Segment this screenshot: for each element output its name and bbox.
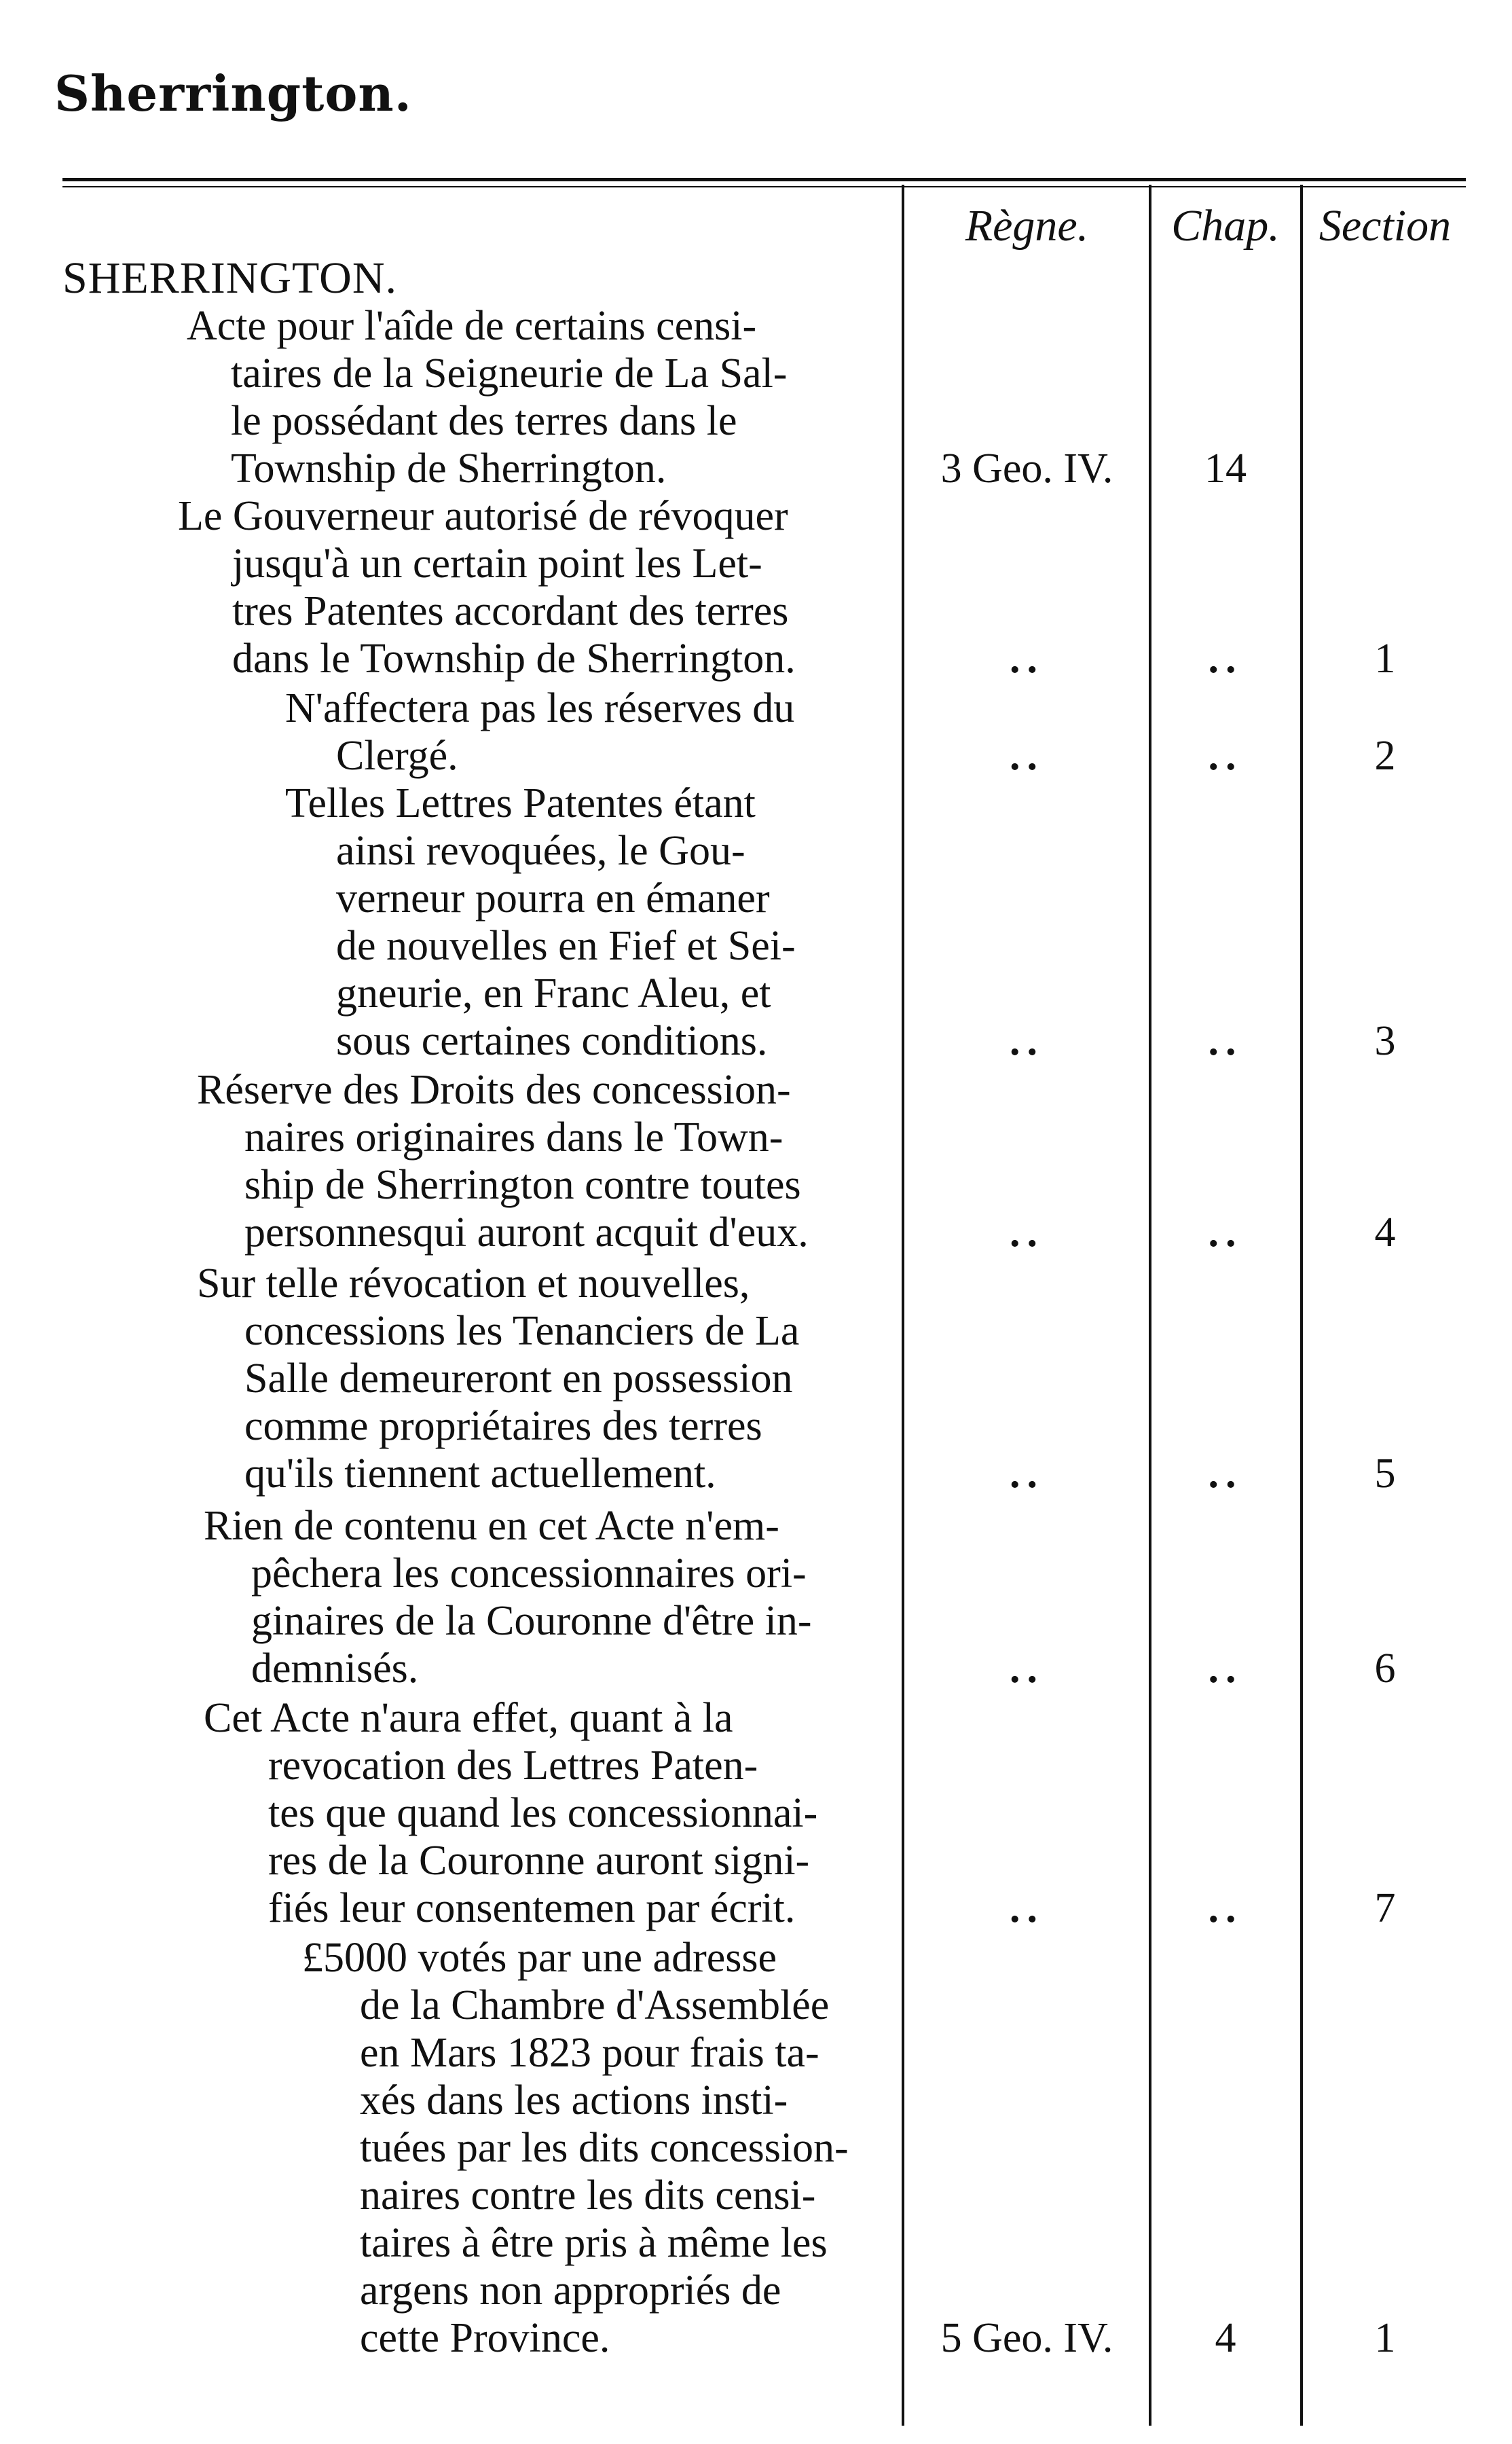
entry-text-line: Cet Acte n'aura effet, quant à la bbox=[204, 1695, 733, 1741]
entry-chap-cell: .. bbox=[1208, 1209, 1243, 1256]
entry-section-cell: 7 bbox=[1374, 1885, 1396, 1931]
entry-text-line: ship de Sherrington contre toutes bbox=[244, 1162, 801, 1208]
entry-text-line: Clergé. bbox=[336, 733, 458, 779]
entry-text-line: dans le Township de Sherrington. bbox=[232, 636, 796, 682]
entry-text-line: taires de la Seigneurie de La Sal- bbox=[231, 350, 788, 397]
entry-text-line: argens non appropriés de bbox=[360, 2267, 781, 2314]
entry-text-line: Le Gouverneur autorisé de révoquer bbox=[178, 493, 788, 539]
entry-section-cell: 4 bbox=[1374, 1209, 1396, 1256]
entry-chap-cell: .. bbox=[1208, 1885, 1243, 1931]
entry-text-line: xés dans les actions insti- bbox=[360, 2077, 788, 2123]
entry-section-cell: 5 bbox=[1374, 1451, 1396, 1497]
column-rule-section bbox=[1300, 185, 1303, 2426]
entry-text-line: taires à être pris à même les bbox=[360, 2220, 828, 2266]
entry-text-line: concessions les Tenanciers de La bbox=[244, 1308, 800, 1354]
entry-text-line: pêchera les concessionnaires ori- bbox=[251, 1550, 807, 1597]
entry-regne-cell: 3 Geo. IV. bbox=[940, 445, 1113, 492]
entry-text-line: tuées par les dits concession- bbox=[360, 2125, 849, 2171]
top-rule-thick bbox=[62, 178, 1466, 181]
entry-text-line: ainsi revoquées, le Gou- bbox=[336, 828, 745, 874]
entry-regne-cell: .. bbox=[1010, 1209, 1044, 1256]
entry-text-line: demnisés. bbox=[251, 1645, 419, 1692]
entry-section-cell: 1 bbox=[1374, 636, 1396, 682]
entry-text-line: en Mars 1823 pour frais ta- bbox=[360, 2030, 819, 2076]
entry-section-cell: 2 bbox=[1374, 733, 1396, 779]
entry-title: SHERRINGTON. bbox=[62, 253, 397, 303]
entry-text-line: tes que quand les concessionnai- bbox=[268, 1790, 818, 1836]
top-rule-thin bbox=[62, 186, 1466, 187]
entry-text-line: Acte pour l'aîde de certains censi- bbox=[187, 303, 757, 349]
entry-text-line: cette Province. bbox=[360, 2315, 610, 2361]
entry-text-line: tres Patentes accordant des terres bbox=[232, 588, 789, 634]
column-header-chap: Chap. bbox=[1171, 201, 1280, 251]
entry-regne-cell: .. bbox=[1010, 733, 1044, 779]
entry-regne-cell: .. bbox=[1010, 1885, 1044, 1931]
entry-text-line: Telles Lettres Patentes étant bbox=[285, 780, 756, 826]
entry-text-line: Sur telle révocation et nouvelles, bbox=[197, 1260, 750, 1307]
entry-text-line: naires contre les dits censi- bbox=[360, 2172, 816, 2219]
entry-regne-cell: .. bbox=[1010, 1018, 1044, 1064]
entry-text-line: naires originaires dans le Town- bbox=[244, 1114, 783, 1161]
entry-chap-cell: 4 bbox=[1215, 2315, 1236, 2361]
entry-text-line: revocation des Lettres Paten- bbox=[268, 1743, 758, 1789]
entry-chap-cell: .. bbox=[1208, 1018, 1243, 1064]
entry-text-line: le possédant des terres dans le bbox=[231, 398, 737, 444]
entry-text-line: gneurie, en Franc Aleu, et bbox=[336, 970, 771, 1017]
entry-text-line: jusqu'à un certain point les Let- bbox=[232, 541, 762, 587]
entry-section-cell: 6 bbox=[1374, 1645, 1396, 1692]
column-rule-chap bbox=[1149, 185, 1151, 2426]
entry-chap-cell: 14 bbox=[1204, 445, 1247, 492]
entry-text-line: N'affectera pas les réserves du bbox=[285, 685, 795, 731]
entry-regne-cell: .. bbox=[1010, 1451, 1044, 1497]
entry-section-cell: 3 bbox=[1374, 1018, 1396, 1064]
entry-text-line: fiés leur consentemen par écrit. bbox=[268, 1885, 796, 1931]
entry-text-line: Township de Sherrington. bbox=[231, 445, 667, 492]
entry-text-line: Salle demeureront en possession bbox=[244, 1355, 793, 1402]
entry-text-line: sous certaines conditions. bbox=[336, 1018, 768, 1064]
entry-chap-cell: .. bbox=[1208, 733, 1243, 779]
entry-text-line: Réserve des Droits des concession- bbox=[197, 1067, 791, 1113]
entry-text-line: £5000 votés par une adresse bbox=[302, 1935, 777, 1981]
entry-text-line: comme propriétaires des terres bbox=[244, 1403, 762, 1449]
entry-text-line: personnesqui auront acquit d'eux. bbox=[244, 1209, 809, 1256]
entry-regne-cell: .. bbox=[1010, 1645, 1044, 1692]
entry-chap-cell: .. bbox=[1208, 636, 1243, 682]
entry-chap-cell: .. bbox=[1208, 1645, 1243, 1692]
entry-text-line: de nouvelles en Fief et Sei- bbox=[336, 923, 796, 969]
entry-regne-cell: .. bbox=[1010, 636, 1044, 682]
entry-section-cell: 1 bbox=[1374, 2315, 1396, 2361]
entry-chap-cell: .. bbox=[1208, 1451, 1243, 1497]
entry-text-line: Rien de contenu en cet Acte n'em- bbox=[204, 1503, 779, 1549]
entry-text-line: ginaires de la Couronne d'être in- bbox=[251, 1598, 812, 1644]
entry-text-line: verneur pourra en émaner bbox=[336, 875, 770, 922]
entry-regne-cell: 5 Geo. IV. bbox=[940, 2315, 1113, 2361]
column-rule-regne bbox=[902, 185, 904, 2426]
column-header-section: Section bbox=[1319, 201, 1452, 251]
column-header-regne: Règne. bbox=[965, 201, 1089, 251]
entry-text-line: qu'ils tiennent actuellement. bbox=[244, 1451, 716, 1497]
running-head: Sherrington. bbox=[54, 65, 412, 122]
entry-text-line: de la Chambre d'Assemblée bbox=[360, 1982, 830, 2028]
entry-text-line: res de la Couronne auront signi- bbox=[268, 1838, 810, 1884]
